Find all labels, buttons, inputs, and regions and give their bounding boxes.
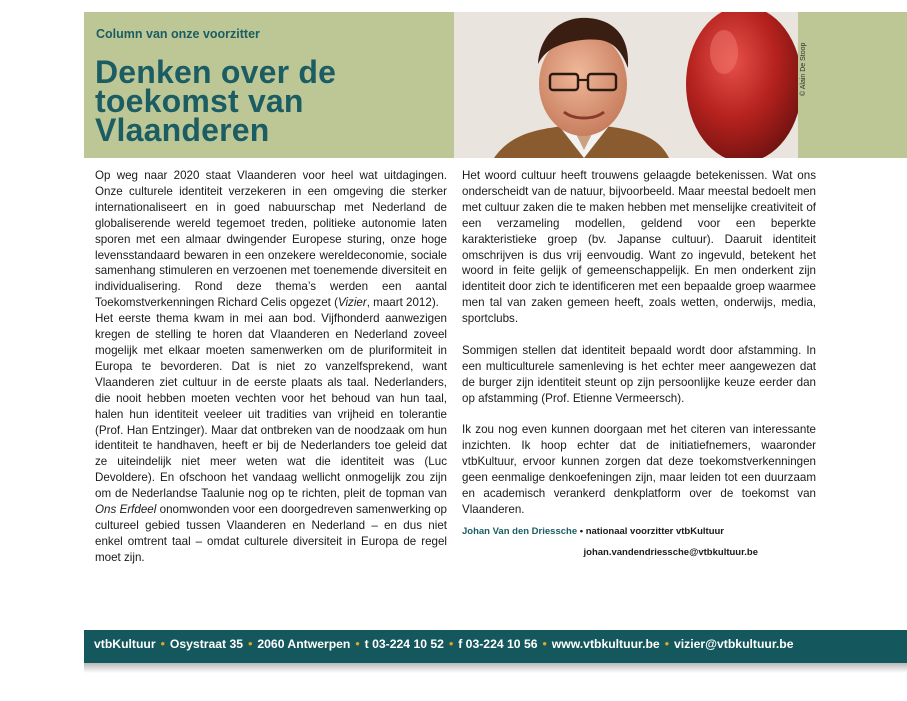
footer-item-website[interactable]: www.vtbkultuur.be: [551, 637, 660, 651]
footer-contact-line: [94, 637, 794, 651]
magazine-title: Vizier: [337, 296, 367, 310]
photo-credit: © Alain De Stoop: [800, 42, 807, 96]
left-paragraph-1: [95, 168, 447, 311]
magazine-title: Ons Erfdeel: [95, 503, 157, 517]
text-run: onomwonden voor een doorgedreven samenwerking op cultureel gebied tussen Vlaanderen en Nederland – en dus niet enkel omtrent taal – omdat culturele diversiteit in Europa de regel moet zijn.: [95, 503, 448, 564]
separator-dot: •: [248, 637, 253, 651]
column-kicker: Column van onze voorzitter: [96, 27, 260, 41]
text-run: Het eerste thema kwam in mei aan bod. Vijfhonderd aanwezigen kregen de stelling te horen dat Vlaanderen en Nederland zoveel mogelijk met elkaar moeten samenwerken om de pluriformiteit in Europa te bevorderen. Dat is niet zo vanzelfsprekend, want Vlaanderen ziet cultuur in de eerste plaats als taal. Nederlanders, die nooit hebben moeten vechten voor het behoud van hun taal, halen hun identiteit veeleer uit tradities van vrijheid en tolerantie (Prof. Han Entzinger). Maar dat ontbreken van de noodzaak om hun identiteit te handhaven, heeft er bij de Nederlanders toe geleid dat ze uiteindelijk niet meer weten wat die identiteit was (Luc Devoldere). En ofschoon het vandaag wellicht onmogelijk zou zijn om de Nederlandse Taalunie nog op te richten, pleit de topman van: [95, 312, 447, 501]
signature-email[interactable]: johan.vandendriessche@vtbkultuur.be: [583, 546, 758, 558]
footer-item-phone: t 03-224 10 52: [364, 637, 444, 651]
separator-dot: •: [448, 637, 454, 651]
author-portrait-illustration: [454, 12, 798, 158]
text-run: Op weg naar 2020 staat Vlaanderen voor heel wat uitdagingen. Onze culturele identiteit verzekeren in een omgeving die sterker internationaliseert en in goed nabuurschap met Nederland de globaliserende wereld tegemoet treden, politieke autonomie laten sporen met een almaar dwingender Europese sturing, onze hoge levensstandaard bewaren in een onzekere wereldeconomie, sociale samenhang stimuleren en verzoenen met toenemende diversiteit en individualisering. Rond deze thema’s werden een aantal Toekomstverkenningen Richard Celis opgezet (: [95, 169, 447, 310]
footer-item-fax: f 03-224 10 56: [458, 637, 538, 651]
separator-dot: •: [160, 637, 165, 651]
author-photo: [454, 12, 798, 158]
left-column: [95, 168, 447, 566]
signature: [462, 524, 816, 540]
separator-dot: •: [542, 637, 547, 651]
text-run: , maart 2012).: [366, 296, 439, 310]
article-title: Denken over de toekomst van Vlaanderen: [95, 54, 337, 148]
signature-role: • nationaal voorzitter vtbKultuur: [577, 525, 724, 537]
separator-dot: •: [355, 637, 360, 651]
footer-item-brand: vtbKultuur: [94, 637, 156, 651]
right-column: [462, 168, 816, 561]
right-paragraph-2: Sommigen stellen dat identiteit bepaald wordt door afstamming. In een multiculturele samenleving is het echter meer aangewezen dat de burger zijn identiteit steunt op zijn persoonlijke keuze eerder dan op afstamming (Prof. Etienne Vermeersch).: [462, 343, 816, 405]
footer-shadow: [84, 663, 907, 673]
footer-item-city: 2060 Antwerpen: [257, 637, 351, 651]
signature-name: Johan Van den Driessche: [462, 525, 578, 537]
right-paragraph-3: Ik zou nog even kunnen doorgaan met het citeren van interessante inzichten. Ik hoop echter dat de initiatiefnemers, waaronder vtbKultuur, ervoor kunnen zorgen dat deze toekomstverkenningen geen eenmalige denkoefeningen zijn, maar leiden tot een duurzaam en academisch verankerd denkplatform over de toekomst van Vlaanderen.: [462, 423, 816, 516]
footer-item-email[interactable]: vizier@vtbkultuur.be: [673, 637, 794, 651]
separator-dot: •: [664, 637, 669, 651]
right-paragraph-1: Het woord cultuur heeft trouwens gelaagde betekenissen. Wat ons onderscheidt van de natuur, bijvoorbeeld. Maar meestal bedoelt men met cultuur zaken die te maken hebben met menselijke creativiteit of een verzameling modellen, geldend voor een beperkte karakteristieke groep (bv. Japanse cultuur). Daaruit identiteit omschrijven is dus vrij eenvoudig. Want zo ingevuld, betekent het woord in feite gelijk of gemeenschappelijk. En men onderkent zijn identiteit door zich te identificeren met een bepaalde groep waarmee men tal van zaken gemeen heeft, zoals wetten, onderwijs, media, sportclubs.: [462, 169, 816, 326]
left-paragraph-2: [95, 311, 447, 566]
footer-item-street: Osystraat 35: [169, 637, 244, 651]
